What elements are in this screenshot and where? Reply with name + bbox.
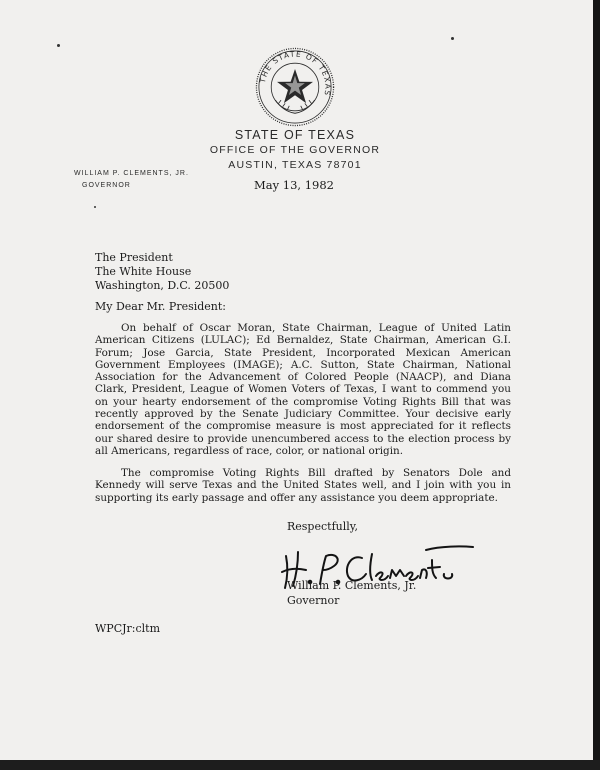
- body-line: Kennedy will serve Texas and the United States well, and I join with you in: [95, 479, 511, 492]
- scan-speck: [57, 44, 60, 47]
- letter-date: May 13, 1982: [254, 178, 334, 192]
- scan-edge-right: [593, 0, 600, 770]
- letterhead-state: STATE OF TEXAS: [234, 128, 356, 142]
- body-line: American Citizens (LULAC); Ed Bernaldez, State Chairman, American G.I.: [95, 334, 511, 347]
- body-line: Government Employees (IMAGE); A.C. Sutton, State Chairman, National: [95, 358, 511, 371]
- sender-title: GOVERNOR: [82, 182, 131, 189]
- body-line: Clark, President, League of Women Voters of Texas, I want to commend you: [95, 383, 511, 396]
- scan-speck: [94, 206, 96, 208]
- signature-block: [287, 578, 416, 608]
- signer-name: William P. Clements, Jr.: [287, 579, 417, 592]
- scan-speck: [451, 37, 454, 40]
- body-line: The compromise Voting Rights Bill drafted by Senators Dole and: [121, 467, 511, 479]
- texas-seal-icon: [254, 46, 336, 128]
- letterhead-address: AUSTIN, TEXAS 78701: [228, 159, 362, 171]
- recipient-address: [95, 251, 229, 293]
- recipient-line: The White House: [95, 265, 192, 278]
- body-line: Association for the Advancement of Colored People (NAACP), and Diana: [95, 371, 511, 384]
- body-paragraph-2: [95, 467, 511, 504]
- body-line: On behalf of Oscar Moran, State Chairman, League of United Latin: [121, 322, 511, 334]
- letterhead-office: OFFICE OF THE GOVERNOR: [209, 144, 381, 156]
- body-line: supporting its early passage and offer any assistance you deem appropriate.: [95, 491, 498, 504]
- body-paragraph-1: [95, 322, 511, 457]
- closing: Respectfully,: [287, 520, 359, 533]
- body-line: Forum; Jose Garcia, State President, Incorporated Mexican American: [95, 346, 511, 359]
- signer-title: Governor: [287, 594, 340, 607]
- reference-initials: WPCJr:cltm: [95, 622, 161, 635]
- body-line: recently approved by the Senate Judiciary Committee. Your decisive early: [95, 408, 511, 421]
- recipient-line: The President: [95, 251, 173, 264]
- body-line: all Americans, regardless of race, color, or national origin.: [95, 444, 404, 457]
- body-line: endorsement of the compromise measure is most appreciated for it reflects: [95, 420, 511, 433]
- salutation: My Dear Mr. President:: [95, 300, 227, 313]
- scan-edge-bottom: [0, 760, 600, 770]
- seal-ring-text: THE STATE OF TEXAS: [257, 49, 333, 98]
- sender-name: WILLIAM P. CLEMENTS, JR.: [74, 170, 189, 177]
- body-line: on your hearty endorsement of the compromise Voting Rights Bill that was: [95, 395, 511, 408]
- recipient-line: Washington, D.C. 20500: [95, 279, 230, 292]
- body-line: our shared desire to provide unencumbered access to the election process by: [95, 432, 511, 445]
